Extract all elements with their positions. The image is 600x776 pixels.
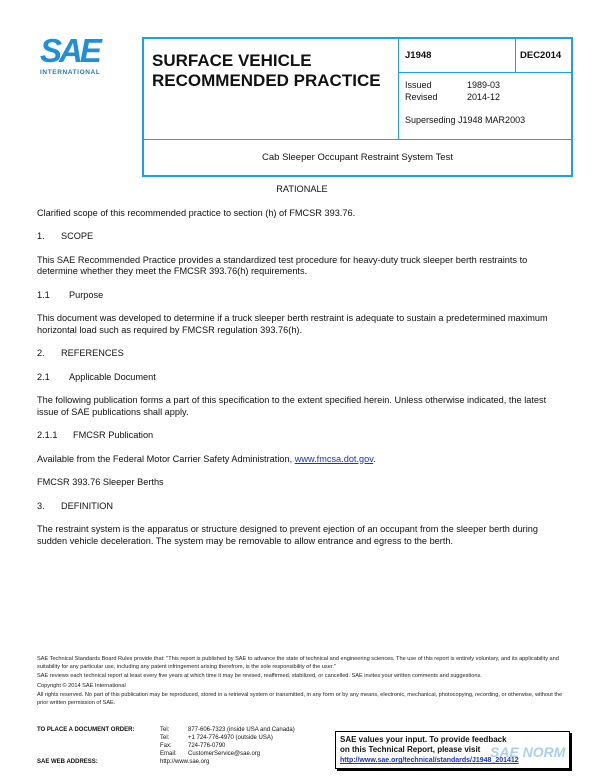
section-number: 3.	[37, 500, 45, 511]
revised-value: 2014-12	[467, 92, 501, 102]
contact-key: Fax:	[160, 743, 172, 749]
document-title: Cab Sleeper Occupant Restraint System Test	[143, 139, 572, 176]
feedback-text: on this Technical Report, please visit	[340, 745, 481, 754]
paragraph: This SAE Recommended Practice provides a standardized test procedure for heavy-duty truck sleeper berth restraints to determine whether they meet the FMCSR 393.76(h) requirements.	[37, 254, 528, 276]
contact-value: 724-776-0790	[188, 743, 226, 749]
footer-notice	[37, 656, 567, 709]
order-labels	[37, 726, 134, 766]
sae-logo	[40, 32, 118, 76]
rationale-heading: RATIONALE	[276, 184, 328, 194]
issued-value: 1989-03	[467, 80, 501, 90]
section-number: 1.	[37, 231, 45, 241]
contact-key: Tel:	[160, 735, 170, 741]
footer-text: SAE Technical Standards Board Rules provide that: "This report is published by SAE to advance the state of technical and engineering sciences. The use of this report is entirely voluntary, and its applicability and suitability for any particular use, including any patent infringement arising therefrom, is the sole responsibility of the user."	[37, 656, 559, 670]
document-meta	[398, 72, 572, 140]
document-body	[37, 184, 567, 559]
section-title: Purpose	[69, 289, 104, 300]
copyright: Copyright © 2014 SAE International	[37, 682, 126, 689]
web-label: SAE WEB ADDRESS:	[37, 759, 98, 765]
section-number: 2.	[37, 348, 45, 358]
feedback-link[interactable]: http://www.sae.org/technical/standards/J1948_201412	[340, 757, 519, 764]
section-title: Applicable Document	[69, 371, 156, 382]
contact-key: Email:	[160, 751, 177, 757]
contact-key: Tel:	[160, 727, 170, 733]
section-heading	[37, 290, 567, 302]
header-box	[142, 37, 573, 177]
section-number: 2.1	[37, 371, 50, 382]
feedback-text: SAE values your input. To provide feedback	[340, 735, 507, 744]
title-line: SURFACE VEHICLE	[152, 51, 312, 70]
fmcsa-link[interactable]: www.fmcsa.dot.gov	[294, 453, 374, 464]
section-heading	[37, 372, 567, 384]
footer-text: All rights reserved. No part of this publication may be reproduced, stored in a retrieval system or transmitted, in any form or by any means, electronic, mechanical, photocopying, recording, or otherwise, without the prior written permission of SAE.	[37, 692, 563, 706]
section-title: DEFINITION	[61, 500, 114, 511]
document-date: DEC2014	[515, 38, 572, 73]
paragraph: The following publication forms a part of this specification to the extent specified herein. Unless otherwise indicated, the latest issue of SAE publications shall apply.	[37, 395, 547, 417]
web-address: http://www.sae.org	[160, 759, 210, 765]
issued-label: Issued	[405, 80, 432, 90]
section-number: 2.1.1	[37, 430, 58, 440]
footer-text: SAE reviews each technical report at least every five years at which time it may be revised, reaffirmed, stabilized, or cancelled. SAE invites your written comments and suggestions.	[37, 673, 482, 679]
section-heading	[37, 231, 567, 243]
contact-list	[160, 726, 295, 766]
watermark: SAE NORM	[490, 744, 566, 760]
section-number: 1.1	[37, 289, 50, 300]
paragraph: The restraint system is the apparatus or structure designed to prevent ejection of an occupant from the sleeper berth during sudden vehicle deceleration. The system may be removable to allow entrance and egress to the berth.	[37, 524, 538, 546]
contact-value: +1 724-776-4970 (outside USA)	[188, 735, 273, 741]
section-heading	[37, 348, 567, 360]
superseding: Superseding J1948 MAR2003	[405, 115, 526, 125]
paragraph: Available from the Federal Motor Carrier Safety Administration, www.fmcsa.dot.gov.	[37, 453, 376, 464]
title-line: RECOMMENDED PRACTICE	[152, 71, 381, 90]
order-label: TO PLACE A DOCUMENT ORDER:	[37, 727, 135, 733]
contact-value: CustomerService@sae.org	[188, 751, 261, 757]
section-heading	[37, 430, 567, 442]
document-type	[143, 38, 399, 140]
revised-label: Revised	[405, 92, 438, 102]
contact-value: 877-606-7323 (inside USA and Canada)	[188, 727, 295, 733]
document-code: J1948	[398, 38, 516, 73]
paragraph: This document was developed to determine if a truck sleeper berth restraint is adequate to sustain a predetermined maximum horizontal load such as required by FMCSR regulation 393.76(h).	[37, 313, 548, 335]
paragraph-text: Available from the Federal Motor Carrier Safety Administration,	[37, 453, 295, 464]
section-heading	[37, 501, 567, 513]
section-title: SCOPE	[61, 231, 94, 241]
logo-mark: SAE	[40, 32, 99, 69]
section-title: REFERENCES	[61, 348, 124, 358]
section-title: FMCSR Publication	[73, 430, 154, 440]
rationale-text: Clarified scope of this recommended practice to section (h) of FMCSR 393.76.	[37, 207, 356, 218]
logo-subtext: INTERNATIONAL	[40, 69, 101, 76]
reference: FMCSR 393.76 Sleeper Berths	[37, 477, 164, 487]
